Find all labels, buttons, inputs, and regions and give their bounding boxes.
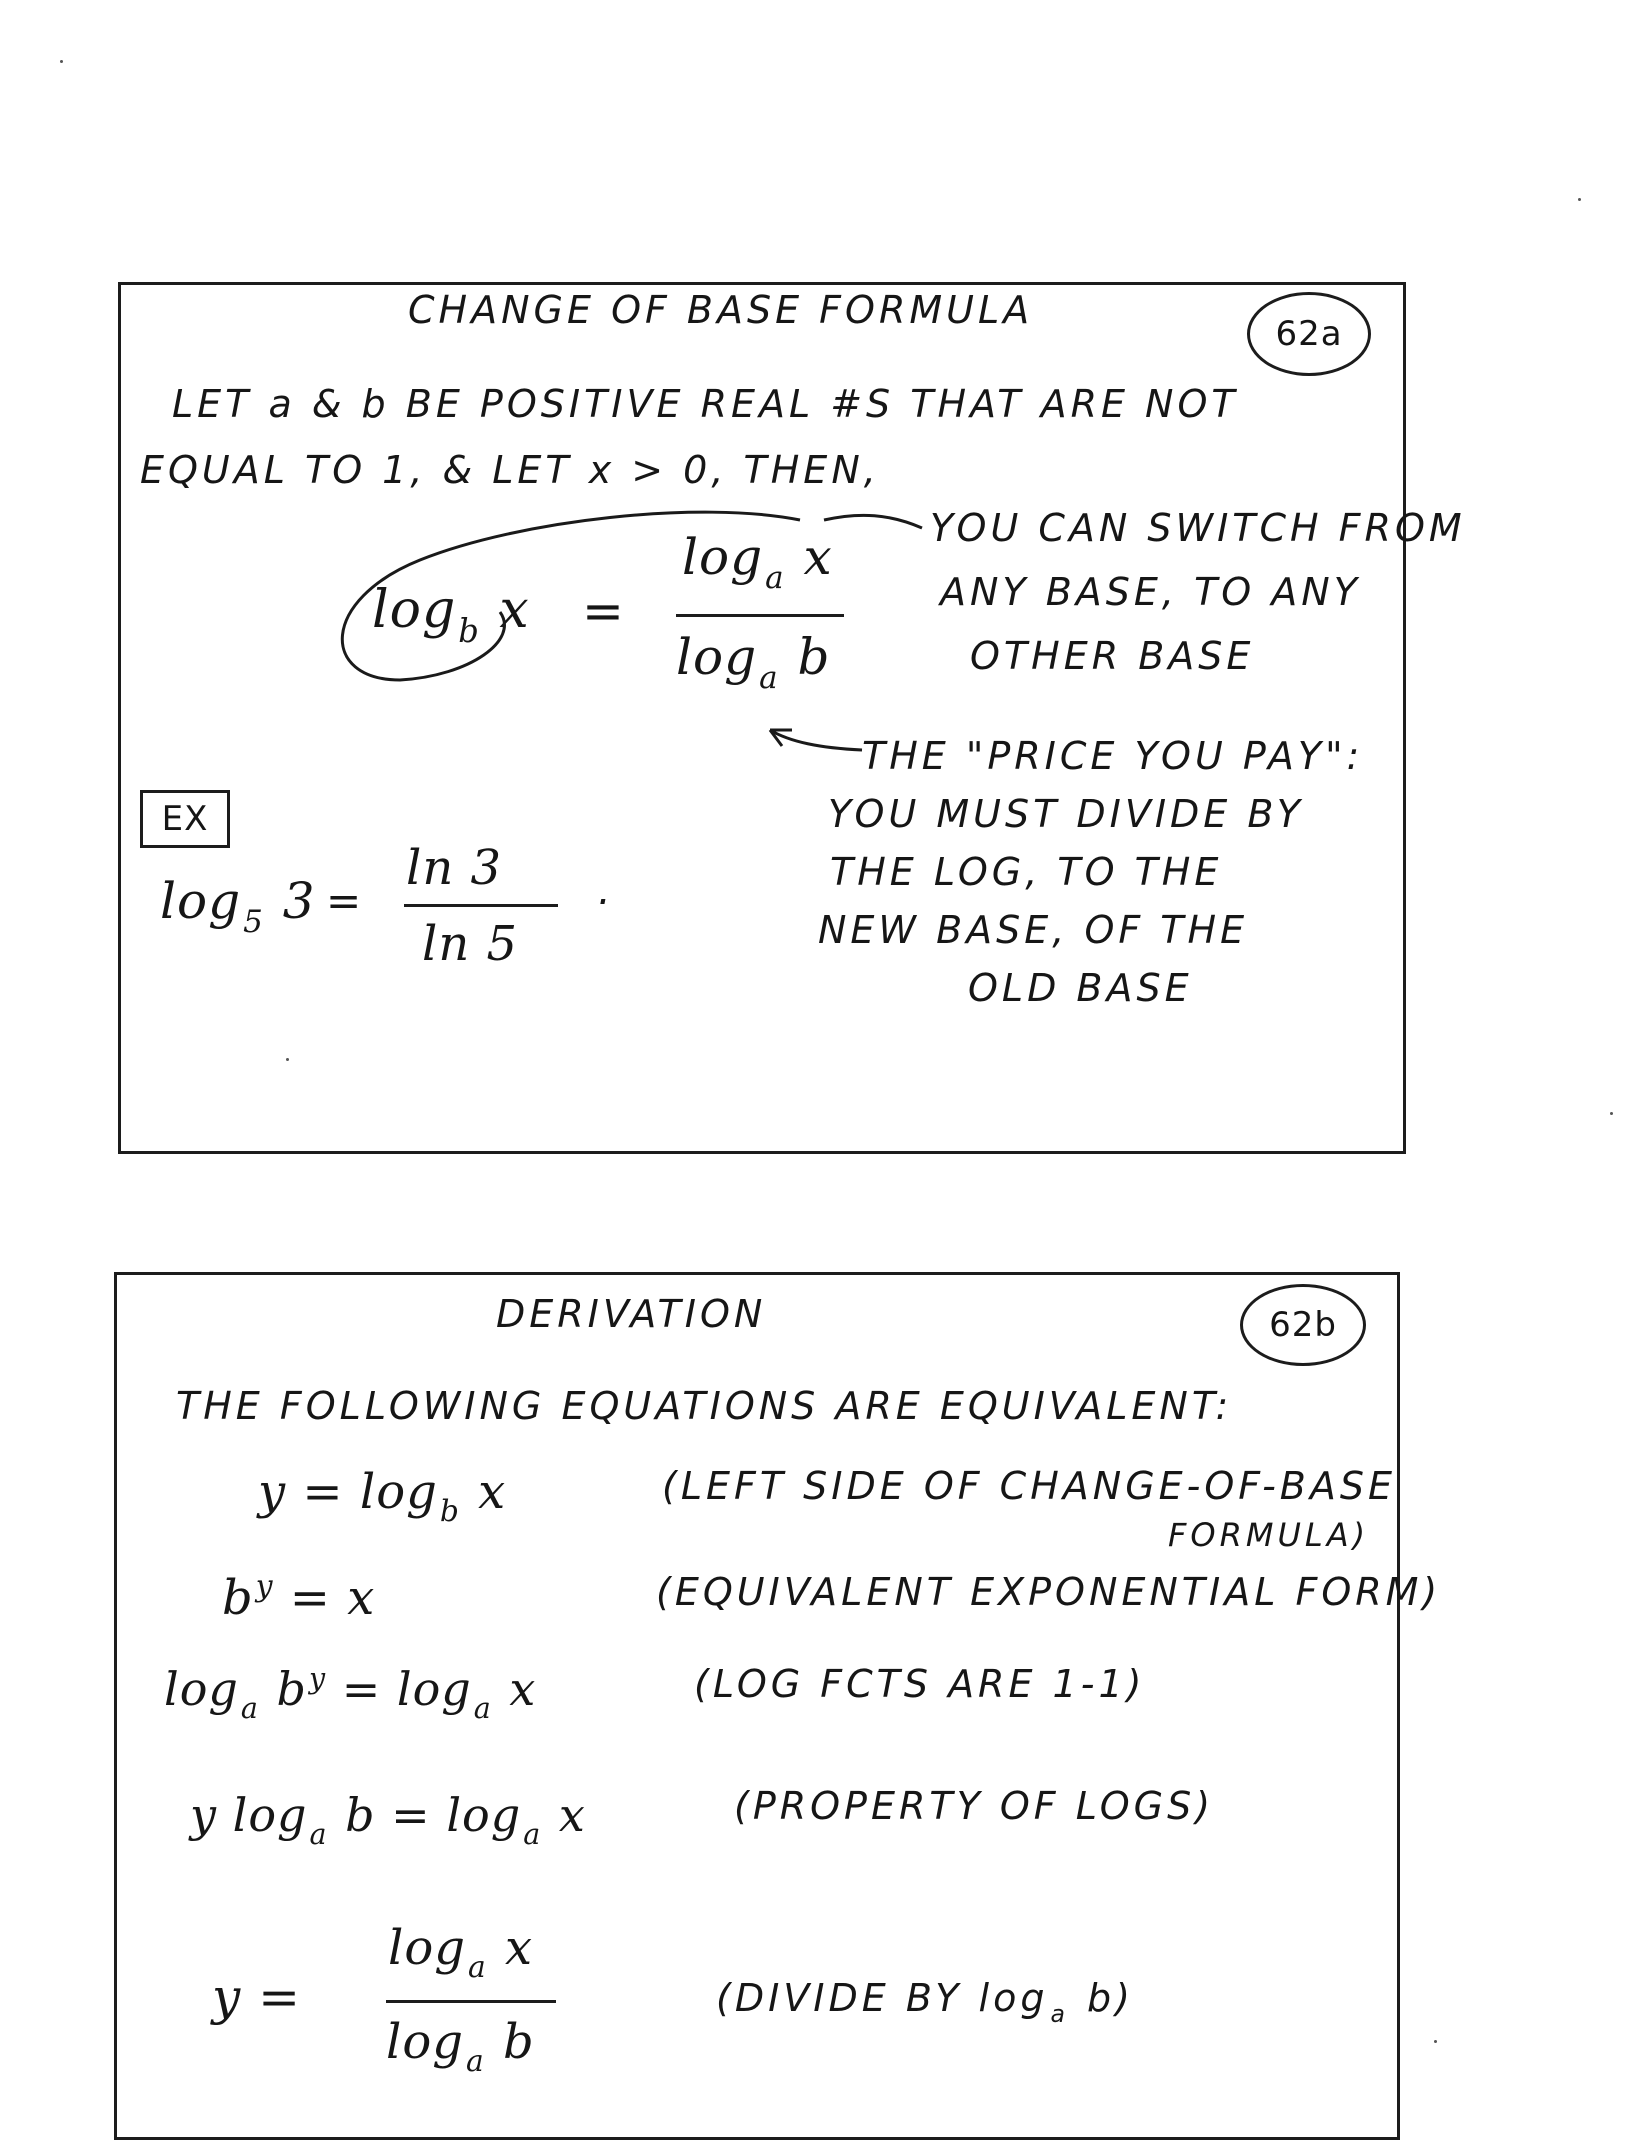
example-denominator: ln 5 bbox=[422, 916, 519, 972]
note-switch-line1: YOU CAN SWITCH FROM bbox=[930, 506, 1466, 550]
scan-speck bbox=[60, 60, 63, 63]
example-label: EX bbox=[140, 790, 230, 848]
derivation-step-3-reason: (LOG FCTS ARE 1-1) bbox=[694, 1662, 1146, 1706]
derivation-step-1-reason: (LEFT SIDE OF CHANGE-OF-BASE bbox=[662, 1464, 1396, 1508]
derivation-step-1-reason-cont: FORMULA) bbox=[1168, 1516, 1370, 1554]
note-price-line5: OLD BASE bbox=[968, 966, 1193, 1010]
panel-b-intro: THE FOLLOWING EQUATIONS ARE EQUIVALENT: bbox=[176, 1384, 1233, 1428]
example-fraction-bar bbox=[404, 904, 558, 907]
note-switch-line2: ANY BASE, TO ANY bbox=[940, 570, 1361, 614]
example-lhs: $\log_5 3$ bbox=[160, 872, 316, 940]
panel-b-badge: 62b bbox=[1240, 1284, 1366, 1366]
example-period: . bbox=[598, 868, 613, 914]
panel-a-intro-line2: EQUAL TO 1, & LET x > 0, THEN, bbox=[140, 448, 880, 492]
derivation-step-3-equation: $\log_a b^y = \log_a x$ bbox=[164, 1661, 537, 1725]
scan-speck bbox=[1434, 2040, 1437, 2043]
derivation-step-5-reason: (DIVIDE BY $\log_a b$) bbox=[716, 1976, 1134, 2028]
formula-fraction-bar bbox=[676, 614, 844, 617]
derivation-step-5-denominator: $\log_a b$ bbox=[386, 2014, 535, 2080]
derivation-step-5-lhs: y = bbox=[212, 1968, 302, 2026]
note-switch-line3: OTHER BASE bbox=[970, 634, 1255, 678]
panel-a-title: CHANGE OF BASE FORMULA bbox=[408, 288, 1034, 332]
panel-a-badge: 62a bbox=[1247, 292, 1371, 376]
derivation-step-5-numerator: $\log_a x$ bbox=[388, 1920, 534, 1986]
formula-equals: = bbox=[582, 582, 626, 640]
note-price-line4: NEW BASE, OF THE bbox=[818, 908, 1249, 952]
panel-b-title: DERIVATION bbox=[496, 1292, 767, 1336]
scan-speck bbox=[286, 1058, 289, 1061]
derivation-step-2-reason: (EQUIVALENT EXPONENTIAL FORM) bbox=[656, 1570, 1442, 1614]
scan-speck bbox=[1610, 1112, 1613, 1115]
derivation-step-1-equation: $y = \log_b x$ bbox=[258, 1464, 507, 1530]
example-equals: = bbox=[326, 876, 364, 925]
note-price-line3: THE LOG, TO THE bbox=[830, 850, 1223, 894]
derivation-step-4-reason: (PROPERTY OF LOGS) bbox=[734, 1784, 1215, 1828]
panel-a-intro-line1: LET a & b BE POSITIVE REAL #S THAT ARE NOT bbox=[172, 382, 1239, 426]
derivation-step-5-fraction-bar bbox=[386, 2000, 556, 2003]
formula-denominator: $\log_a b$ bbox=[676, 628, 831, 696]
note-price-line1: THE "PRICE YOU PAY": bbox=[862, 734, 1364, 778]
derivation-step-4-equation: y $\log_a b = \log_a x$ bbox=[190, 1788, 586, 1851]
example-numerator: ln 3 bbox=[406, 840, 503, 896]
note-price-line2: YOU MUST DIVIDE BY bbox=[828, 792, 1304, 836]
formula-numerator: $\log_a x$ bbox=[682, 528, 833, 596]
scan-speck bbox=[1578, 198, 1581, 201]
derivation-step-2-equation: $b^y = x$ bbox=[222, 1569, 376, 1626]
formula-lhs: $\log_b x$ bbox=[372, 580, 530, 650]
